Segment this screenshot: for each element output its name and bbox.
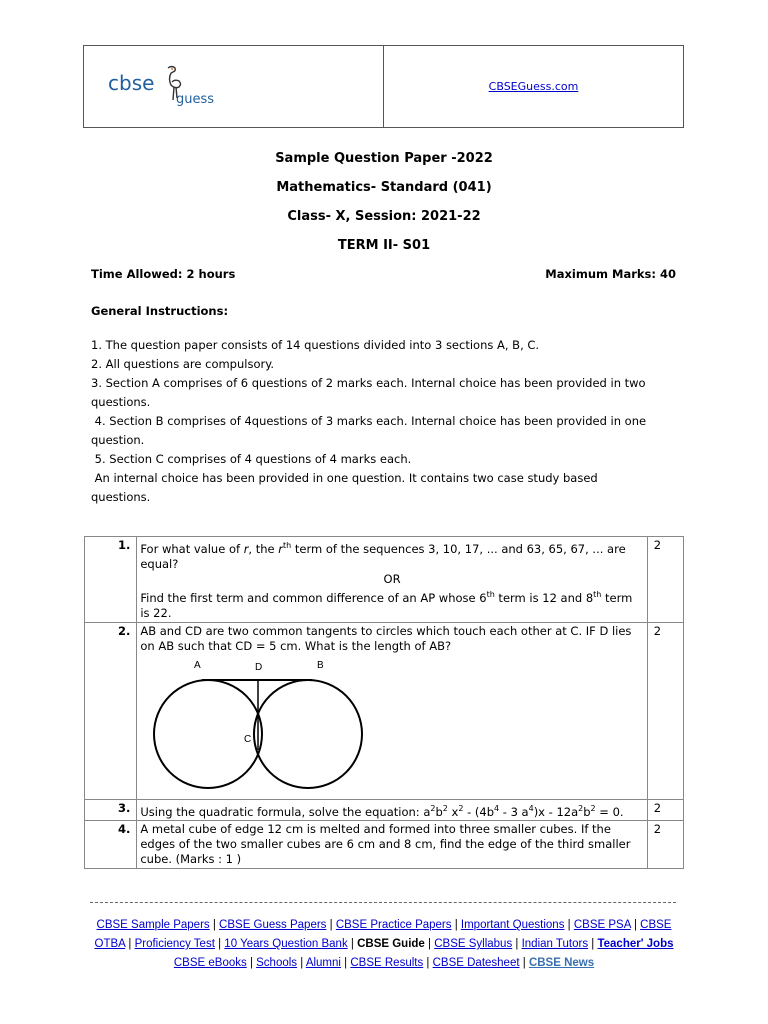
instruction-line: 4. Section B comprises of 4questions of 3 marks each. Internal choice has been provided in one xyxy=(91,414,647,428)
question-text: For what value of r, the $r^{th}$ term of the sequences 3, 10, 17, ... and 63, 65, 67, ... are equal? OR Find the first term and common difference of an AP whose 6th term is 12 and 8th term is 22. xyxy=(137,537,647,623)
footer-link[interactable]: CBSE PSA xyxy=(573,919,631,931)
logo-text-sub: guess xyxy=(176,92,215,107)
footer-link[interactable]: Proficiency Test xyxy=(134,938,215,950)
instruction-line: questions. xyxy=(91,395,151,409)
tangent-circles-diagram xyxy=(140,658,380,798)
instruction-line: 5. Section C comprises of 4 questions of 4 marks each. xyxy=(91,452,412,466)
footer-link[interactable]: 10 Years Question Bank xyxy=(224,938,348,950)
instruction-line: question. xyxy=(91,433,145,447)
question-number: 1. xyxy=(85,537,137,623)
footer-link[interactable]: CBSE Datesheet xyxy=(432,957,520,969)
instruction-line: An internal choice has been provided in one question. It contains two case study based xyxy=(91,471,598,485)
label-d: D xyxy=(255,661,263,673)
footer-link[interactable]: Important Questions xyxy=(460,919,565,931)
question-marks: 2 xyxy=(647,799,683,821)
or-separator: OR xyxy=(383,571,401,586)
cbseguess-logo xyxy=(106,62,236,112)
footer-link[interactable]: CBSE Results xyxy=(350,957,424,969)
footer-links: CBSE Sample Papers | CBSE Guess Papers | CBSE Practice Papers | Important Questions | CBSE PSA | CBSE OTBA | Proficiency Test | 10 Years Question Bank | CBSE Guide | CBSE Syllabus | Indian Tutors | Teacher' Jobs CBSE eBooks | Schools | Alumni | CBSE Results | CBSE Datesheet | CBSE News xyxy=(94,919,674,969)
question-number: 4. xyxy=(85,821,137,869)
question-row xyxy=(85,821,684,869)
footer-link[interactable]: CBSE eBooks xyxy=(173,957,247,969)
class-session-title: Class- X, Session: 2021-22 xyxy=(287,209,481,224)
question-text: AB and CD are two common tangents to circles which touch each other at C. IF D lies on AB such that CD = 5 cm. What is the length of AB? A D B C xyxy=(137,622,647,799)
logo-cell xyxy=(84,46,384,127)
question-row xyxy=(85,622,684,799)
subject-title: Mathematics- Standard (041) xyxy=(276,180,492,195)
footer-link[interactable]: CBSE Sample Papers xyxy=(96,919,210,931)
footer-link[interactable]: CBSE Guide xyxy=(357,938,425,950)
footer-divider xyxy=(90,902,676,903)
instruction-line: questions. xyxy=(91,490,151,504)
question-row xyxy=(85,799,684,821)
cbseguess-site-link[interactable]: CBSEGuess.com xyxy=(488,80,579,93)
question-row xyxy=(85,537,684,623)
label-a: A xyxy=(194,659,202,671)
link-cell xyxy=(384,46,683,127)
right-circle xyxy=(254,680,362,788)
instruction-line: 1. The question paper consists of 14 questions divided into 3 sections A, B, C. xyxy=(91,338,540,352)
footer-link[interactable]: Schools xyxy=(256,957,298,969)
instruction-line: 3. Section A comprises of 6 questions of 2 marks each. Internal choice has been provided in two xyxy=(91,376,646,390)
footer-link[interactable]: CBSE Practice Papers xyxy=(335,919,452,931)
paper-title: Sample Question Paper -2022 xyxy=(275,151,493,166)
label-b: B xyxy=(317,659,325,671)
question-marks: 2 xyxy=(647,537,683,623)
label-c: C xyxy=(244,733,252,745)
question-number: 3. xyxy=(85,799,137,821)
header-box xyxy=(83,45,684,128)
question-text: A metal cube of edge 12 cm is melted and formed into three smaller cubes. If the edges of the two smaller cubes are 6 cm and 8 cm, find the edge of the third smaller cube. (Marks : 1 ) xyxy=(137,821,647,869)
footer-link[interactable]: Alumni xyxy=(305,957,341,969)
questions-table xyxy=(84,536,684,869)
time-allowed: Time Allowed: 2 hours xyxy=(91,267,236,281)
question-marks: 2 xyxy=(647,622,683,799)
footer-link[interactable]: CBSE News xyxy=(528,957,595,969)
instructions-list xyxy=(91,336,691,507)
footer-link[interactable]: CBSE OTBA xyxy=(94,919,672,950)
question-text: Using the quadratic formula, solve the equation: $a^2b^2$ $x^2 - (4b^4 - 3$ $a^4)x - 12a^2b^2 = 0$. xyxy=(137,799,647,821)
maximum-marks: Maximum Marks: 40 xyxy=(545,267,676,281)
logo-text-main: cbse xyxy=(108,71,155,95)
term-title: TERM II- S01 xyxy=(337,238,431,253)
question-marks: 2 xyxy=(647,821,683,869)
footer-link[interactable]: CBSE Syllabus xyxy=(434,938,513,950)
question-number: 2. xyxy=(85,622,137,799)
footer-link[interactable]: CBSE Guess Papers xyxy=(219,919,327,931)
footer-link[interactable]: Indian Tutors xyxy=(521,938,589,950)
footer-link[interactable]: Teacher' Jobs xyxy=(597,938,674,950)
general-instructions-heading: General Instructions: xyxy=(91,304,229,318)
instruction-line: 2. All questions are compulsory. xyxy=(91,357,275,371)
